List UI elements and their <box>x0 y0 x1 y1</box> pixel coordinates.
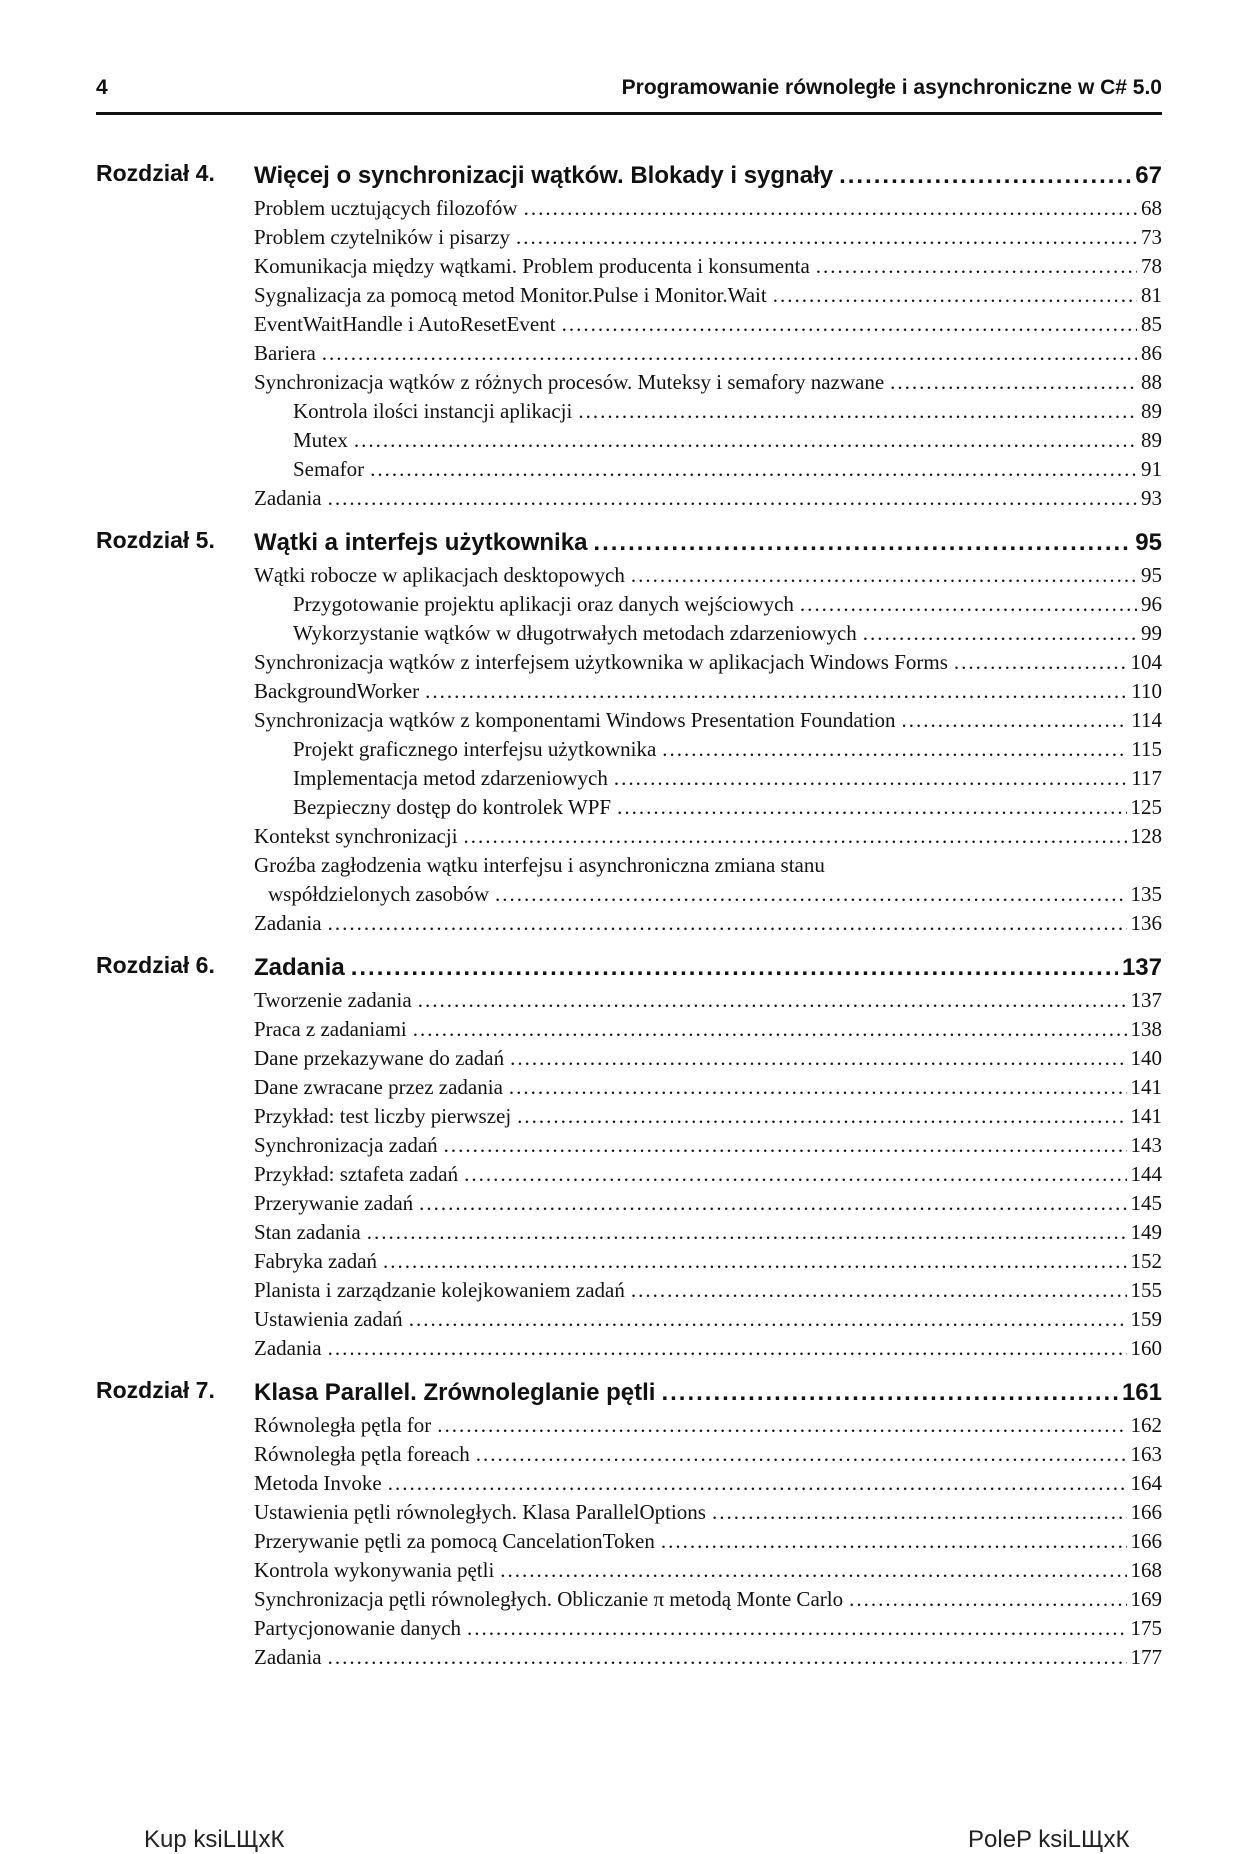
entry-title: Metoda Invoke <box>254 1471 382 1495</box>
chapter-page-number: 137 <box>1121 954 1162 981</box>
footer-right-text: PoleP ksiLЩxК <box>968 1826 1130 1853</box>
dot-leader <box>388 1469 1127 1498</box>
dot-leader <box>863 619 1137 648</box>
toc-entry[interactable] <box>254 822 1162 851</box>
toc-entry[interactable] <box>254 1334 1162 1363</box>
toc-subentry[interactable] <box>293 426 1162 455</box>
page-number: 4 <box>96 76 108 99</box>
toc-entry[interactable] <box>254 1102 1162 1131</box>
entry-title-continuation: współdzielonych zasobów <box>268 882 490 906</box>
entry-page-number: 163 <box>1130 1442 1162 1466</box>
toc-subentry[interactable] <box>293 619 1162 648</box>
dot-leader <box>367 1218 1127 1247</box>
toc-entry[interactable] <box>254 194 1162 223</box>
toc-entry[interactable] <box>254 1469 1162 1498</box>
entry-page-number: 128 <box>1130 824 1162 848</box>
chapter-label: Rozdział 7. <box>96 1377 215 1403</box>
entry-title: Problem czytelników i pisarzy <box>254 225 511 249</box>
dot-leader <box>816 252 1137 281</box>
entry-page-number: 68 <box>1141 196 1162 220</box>
entry-title: Bezpieczny dostęp do kontrolek WPF <box>293 795 612 819</box>
entry-page-number: 166 <box>1130 1529 1162 1553</box>
entry-title: Przerywanie pętli za pomocą CancelationToken <box>254 1529 655 1553</box>
entry-title: Kontrola wykonywania pętli <box>254 1558 495 1582</box>
entry-page-number: 110 <box>1131 679 1162 703</box>
chapter-label: Rozdział 6. <box>96 952 215 978</box>
entry-title: Komunikacja między wątkami. Problem producenta i konsumenta <box>254 254 810 278</box>
toc-entry[interactable] <box>254 1498 1162 1527</box>
toc-subentry[interactable] <box>293 590 1162 619</box>
dot-leader <box>890 368 1137 397</box>
toc-entry[interactable] <box>254 1189 1162 1218</box>
entry-page-number: 155 <box>1130 1278 1162 1302</box>
entry-page-number: 143 <box>1130 1133 1162 1157</box>
chapter-page-number: 67 <box>1135 162 1162 189</box>
dot-leader <box>419 1189 1126 1218</box>
dot-leader <box>614 764 1127 793</box>
toc-entry[interactable] <box>254 1527 1162 1556</box>
dot-leader <box>437 1411 1126 1440</box>
toc-subentry[interactable] <box>293 735 1162 764</box>
dot-leader <box>800 590 1137 619</box>
entry-page-number: 152 <box>1130 1249 1162 1273</box>
toc-entry[interactable] <box>254 281 1162 310</box>
entry-title: Problem ucztujących filozofów <box>254 196 518 220</box>
dot-leader <box>495 880 1126 909</box>
entry-title: Synchronizacja wątków z komponentami Windows Presentation Foundation <box>254 708 896 732</box>
dot-leader <box>524 194 1137 223</box>
toc-entry-first-line[interactable] <box>254 851 1162 880</box>
entry-page-number: 104 <box>1130 650 1162 674</box>
footer-left-text: Kup ksiLЩxК <box>144 1826 285 1853</box>
dot-leader <box>617 793 1126 822</box>
chapter-title-row[interactable] <box>254 525 1162 561</box>
toc-entry[interactable] <box>254 706 1162 735</box>
entry-title: Zadania <box>254 911 322 935</box>
entry-page-number: 86 <box>1141 341 1162 365</box>
chapter-title: Więcej o synchronizacji wątków. Blokady i sygnały <box>254 162 834 189</box>
chapter-title-row[interactable] <box>254 158 1162 194</box>
entry-title: Implementacja metod zdarzeniowych <box>293 766 608 790</box>
dot-leader <box>383 1247 1126 1276</box>
dot-leader <box>510 1044 1126 1073</box>
entry-title: Stan zadania <box>254 1220 361 1244</box>
toc-subentry[interactable] <box>293 793 1162 822</box>
entry-page-number: 169 <box>1130 1587 1162 1611</box>
toc-entry[interactable] <box>254 1044 1162 1073</box>
entry-title: Synchronizacja wątków z interfejsem użytkownika w aplikacjach Windows Forms <box>254 650 948 674</box>
dot-leader <box>328 1334 1127 1363</box>
entry-page-number: 78 <box>1141 254 1162 278</box>
dot-leader <box>328 484 1137 513</box>
dot-leader <box>476 1440 1127 1469</box>
toc-entry[interactable] <box>254 1218 1162 1247</box>
toc-subentry[interactable] <box>293 764 1162 793</box>
entry-page-number: 135 <box>1130 882 1162 906</box>
entry-title: Kontrola ilości instancji aplikacji <box>293 399 573 423</box>
entry-page-number: 115 <box>1131 737 1162 761</box>
dot-leader <box>328 1643 1127 1672</box>
dot-leader <box>322 339 1137 368</box>
entry-title: EventWaitHandle i AutoResetEvent <box>254 312 556 336</box>
dot-leader <box>578 397 1137 426</box>
toc-entry[interactable] <box>254 368 1162 397</box>
toc-entry[interactable] <box>254 648 1162 677</box>
dot-leader <box>631 561 1137 590</box>
chapter-section <box>96 1375 1162 1672</box>
entry-title: Dane zwracane przez zadania <box>254 1075 503 1099</box>
entry-page-number: 160 <box>1130 1336 1162 1360</box>
toc-entry[interactable] <box>254 677 1162 706</box>
entry-page-number: 159 <box>1130 1307 1162 1331</box>
entry-page-number: 89 <box>1141 399 1162 423</box>
entry-title: Ustawienia zadań <box>254 1307 403 1331</box>
dot-leader <box>773 281 1137 310</box>
entry-title: Fabryka zadań <box>254 1249 378 1273</box>
entry-page-number: 99 <box>1141 621 1162 645</box>
entry-title: Ustawienia pętli równoległych. Klasa ParallelOptions <box>254 1500 706 1524</box>
toc-entry[interactable] <box>254 1614 1162 1643</box>
entry-title: Równoległa pętla foreach <box>254 1442 470 1466</box>
entry-page-number: 137 <box>1130 988 1162 1012</box>
dot-leader <box>467 1614 1126 1643</box>
toc-entry[interactable] <box>254 1247 1162 1276</box>
entry-title: Przygotowanie projektu aplikacji oraz danych wejściowych <box>293 592 794 616</box>
toc-entry[interactable] <box>254 1160 1162 1189</box>
toc-entry[interactable] <box>254 310 1162 339</box>
toc-entry[interactable] <box>254 223 1162 252</box>
dot-leader <box>662 735 1127 764</box>
entry-title: Mutex <box>293 428 348 452</box>
chapter-title-row[interactable] <box>254 950 1162 986</box>
dot-leader <box>901 706 1127 735</box>
entry-title: Równoległa pętla for <box>254 1413 432 1437</box>
dot-leader <box>839 158 1131 194</box>
dot-leader <box>712 1498 1127 1527</box>
toc-entry[interactable] <box>254 1411 1162 1440</box>
entry-page-number: 95 <box>1141 563 1162 587</box>
toc-entry[interactable] <box>254 1131 1162 1160</box>
dot-leader <box>425 677 1127 706</box>
entry-title: Semafor <box>293 457 365 481</box>
entry-title: Przerywanie zadań <box>254 1191 414 1215</box>
entry-title: BackgroundWorker <box>254 679 420 703</box>
toc-entry[interactable] <box>254 1073 1162 1102</box>
toc-entry[interactable] <box>254 339 1162 368</box>
toc-entry[interactable] <box>254 561 1162 590</box>
page-header <box>96 74 1162 115</box>
entry-title: Tworzenie zadania <box>254 988 412 1012</box>
entry-title: Praca z zadaniami <box>254 1017 407 1041</box>
book-title: Programowanie równoległe i asynchroniczne w C# 5.0 <box>621 76 1162 99</box>
entry-page-number: 125 <box>1130 795 1162 819</box>
chapter-section <box>96 158 1162 513</box>
dot-leader <box>351 950 1118 986</box>
toc-entry[interactable] <box>254 1440 1162 1469</box>
chapter-page-number: 161 <box>1121 1379 1162 1406</box>
chapter-title: Wątki a interfejs użytkownika <box>254 529 588 556</box>
entry-page-number: 88 <box>1141 370 1162 394</box>
toc-entry[interactable] <box>254 1276 1162 1305</box>
entry-title: Planista i zarządzanie kolejkowaniem zadań <box>254 1278 625 1302</box>
entry-title: Partycjonowanie danych <box>254 1616 462 1640</box>
dot-leader <box>849 1585 1126 1614</box>
toc-subentry[interactable] <box>293 455 1162 484</box>
chapter-title-row[interactable] <box>254 1375 1162 1411</box>
chapter-label: Rozdział 4. <box>96 160 215 186</box>
entry-page-number: 166 <box>1130 1500 1162 1524</box>
chapter-label: Rozdział 5. <box>96 527 215 553</box>
dot-leader <box>370 455 1137 484</box>
entry-page-number: 81 <box>1141 283 1162 307</box>
entry-title: Przykład: sztafeta zadań <box>254 1162 459 1186</box>
dot-leader <box>516 223 1137 252</box>
entry-title: Groźba zagłodzenia wątku interfejsu i asynchroniczna zmiana stanu <box>254 853 825 877</box>
entry-page-number: 141 <box>1130 1104 1162 1128</box>
entry-page-number: 136 <box>1130 911 1162 935</box>
entry-title: Wątki robocze w aplikacjach desktopowych <box>254 563 625 587</box>
dot-leader <box>354 426 1137 455</box>
entry-page-number: 164 <box>1130 1471 1162 1495</box>
entry-page-number: 141 <box>1130 1075 1162 1099</box>
dot-leader <box>562 310 1137 339</box>
entry-title: Zadania <box>254 1645 322 1669</box>
entry-title: Synchronizacja wątków z różnych procesów. Muteksy i semafory nazwane <box>254 370 885 394</box>
entry-title: Sygnalizacja za pomocą metod Monitor.Pulse i Monitor.Wait <box>254 283 767 307</box>
chapter-section <box>96 950 1162 1363</box>
toc-entry[interactable] <box>254 1556 1162 1585</box>
toc-entry[interactable] <box>254 1643 1162 1672</box>
entry-page-number: 149 <box>1130 1220 1162 1244</box>
entry-page-number: 117 <box>1131 766 1162 790</box>
toc-entry[interactable] <box>254 1305 1162 1334</box>
entry-title: Projekt graficznego interfejsu użytkownika <box>293 737 657 761</box>
entry-title: Bariera <box>254 341 316 365</box>
entry-title: Wykorzystanie wątków w długotrwałych metodach zdarzeniowych <box>293 621 857 645</box>
entry-title: Przykład: test liczby pierwszej <box>254 1104 512 1128</box>
entry-page-number: 145 <box>1130 1191 1162 1215</box>
entry-page-number: 140 <box>1130 1046 1162 1070</box>
toc-entry[interactable] <box>254 1585 1162 1614</box>
dot-leader <box>661 1527 1127 1556</box>
entry-page-number: 168 <box>1130 1558 1162 1582</box>
entry-page-number: 89 <box>1141 428 1162 452</box>
dot-leader <box>509 1073 1127 1102</box>
entry-title: Dane przekazywane do zadań <box>254 1046 505 1070</box>
dot-leader <box>661 1375 1117 1411</box>
entry-title: Kontekst synchronizacji <box>254 824 458 848</box>
entry-title: Zadania <box>254 486 322 510</box>
dot-leader <box>328 909 1127 938</box>
toc-entry[interactable] <box>254 1015 1162 1044</box>
dot-leader <box>593 525 1131 561</box>
chapter-title: Zadania <box>254 954 345 981</box>
entry-page-number: 162 <box>1130 1413 1162 1437</box>
dot-leader <box>954 648 1127 677</box>
chapter-section <box>96 525 1162 938</box>
entry-page-number: 85 <box>1141 312 1162 336</box>
chapter-title: Klasa Parallel. Zrównoleglanie pętli <box>254 1379 656 1406</box>
entry-page-number: 73 <box>1141 225 1162 249</box>
dot-leader <box>413 1015 1127 1044</box>
dot-leader <box>631 1276 1127 1305</box>
entry-page-number: 91 <box>1141 457 1162 481</box>
entry-title: Synchronizacja pętli równoległych. Obliczanie π metodą Monte Carlo <box>254 1587 844 1611</box>
dot-leader <box>500 1556 1126 1585</box>
dot-leader <box>464 1160 1126 1189</box>
entry-title: Zadania <box>254 1336 322 1360</box>
toc-entry[interactable] <box>254 252 1162 281</box>
entry-title: Synchronizacja zadań <box>254 1133 438 1157</box>
dot-leader <box>418 986 1127 1015</box>
entry-page-number: 144 <box>1130 1162 1162 1186</box>
toc-entry[interactable] <box>268 880 1162 909</box>
dot-leader <box>444 1131 1127 1160</box>
toc-entry[interactable] <box>254 909 1162 938</box>
toc-entry[interactable] <box>254 986 1162 1015</box>
entry-page-number: 177 <box>1130 1645 1162 1669</box>
chapter-page-number: 95 <box>1135 529 1162 556</box>
table-of-contents <box>96 158 1162 1684</box>
toc-subentry[interactable] <box>293 397 1162 426</box>
entry-page-number: 96 <box>1141 592 1162 616</box>
entry-page-number: 93 <box>1141 486 1162 510</box>
toc-entry[interactable] <box>254 484 1162 513</box>
entry-page-number: 138 <box>1130 1017 1162 1041</box>
dot-leader <box>464 822 1127 851</box>
dot-leader <box>409 1305 1127 1334</box>
dot-leader <box>517 1102 1126 1131</box>
entry-page-number: 175 <box>1130 1616 1162 1640</box>
entry-page-number: 114 <box>1131 708 1162 732</box>
